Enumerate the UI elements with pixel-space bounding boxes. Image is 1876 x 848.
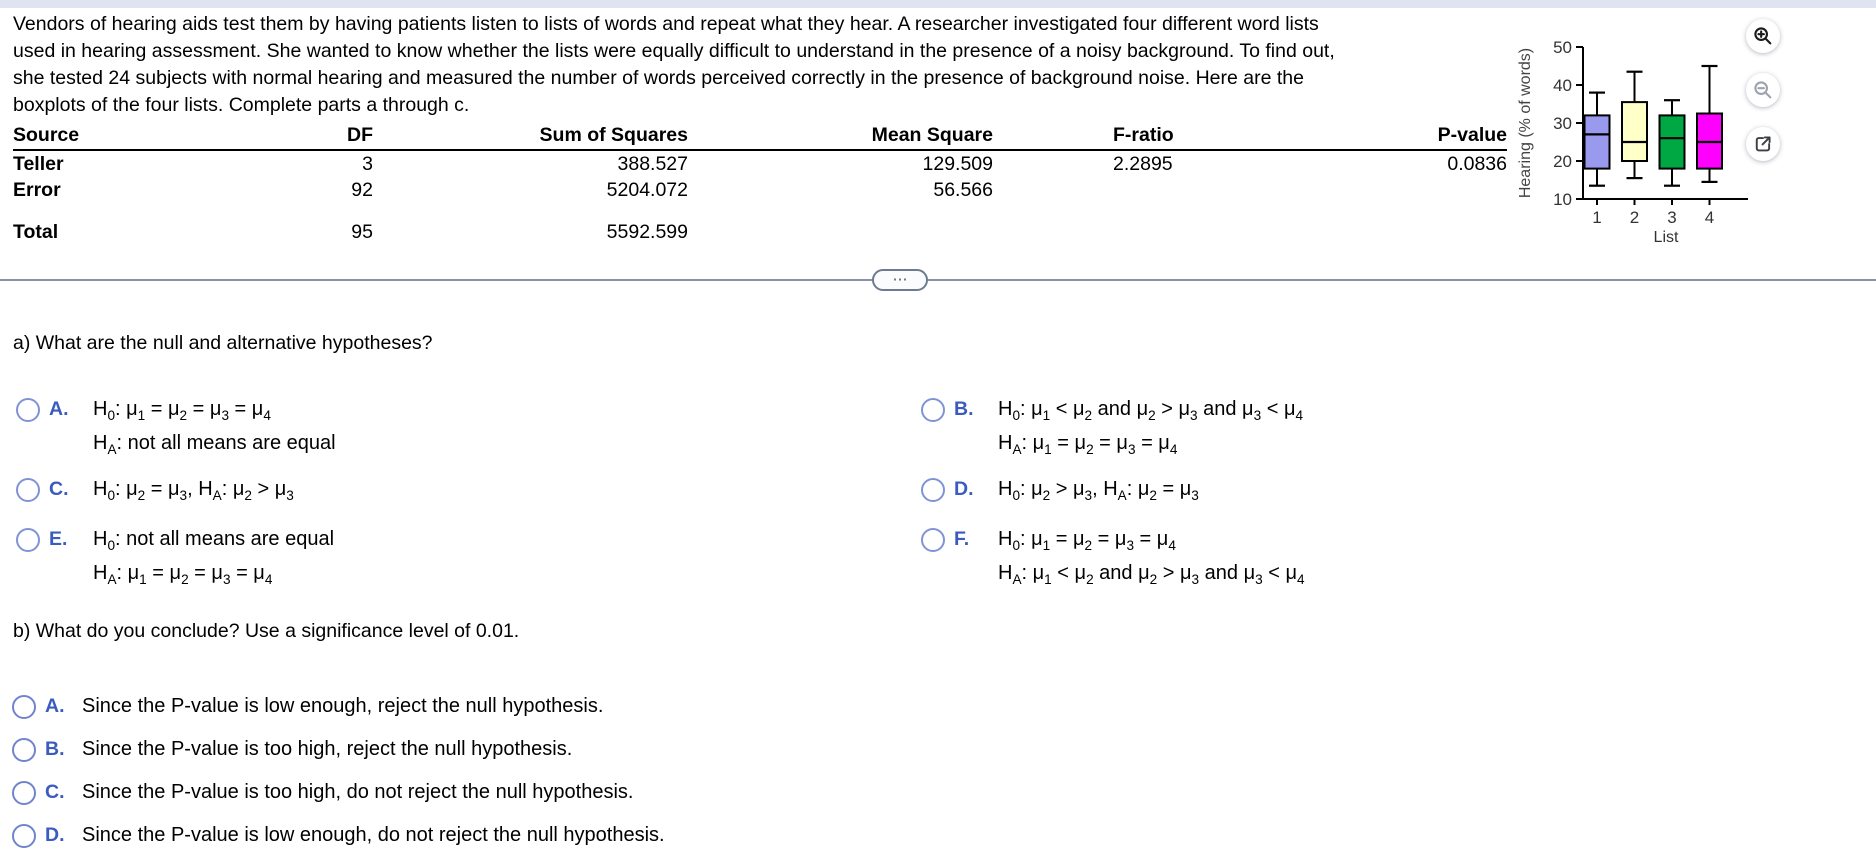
section-divider [0, 279, 1876, 281]
conclusion-row-a [12, 693, 603, 727]
svg-text:2: 2 [1629, 208, 1640, 227]
radio-b-b[interactable] [12, 738, 36, 762]
zoom-in-icon [1752, 25, 1774, 47]
radio-c[interactable] [16, 478, 40, 502]
option-letter: A. [49, 398, 69, 420]
option-text: $H_0$: $\mu_1 = \mu_2 = \mu_3 = \mu_4$ [998, 528, 1176, 553]
radio-b-a[interactable] [12, 695, 36, 719]
boxplot-chart [1500, 20, 1780, 265]
option-text: $H_A$: not all means are equal [93, 432, 336, 457]
svg-text:4: 4 [1704, 208, 1715, 227]
zoom-out-button[interactable] [1746, 73, 1780, 107]
df-value: 95 [351, 220, 373, 243]
svg-text:20: 20 [1553, 152, 1572, 171]
option-text: $H_0$: $\mu_2 = \mu_3$, $H_A$: $\mu_2 > \mu_3$ [93, 478, 294, 503]
svg-text:Hearing (% of words): Hearing (% of words) [1517, 47, 1534, 199]
p-value: 0.0836 [1447, 152, 1507, 175]
option-text: $H_A$: $\mu_1 < \mu_2$ and $\mu_2 > \mu_3$ and $\mu_3 < \mu_4$ [998, 562, 1305, 587]
zoom-in-button[interactable] [1746, 19, 1780, 53]
top-strip [0, 0, 1876, 8]
df-value: 92 [351, 178, 373, 201]
col-header-p: P-value [1437, 123, 1507, 146]
option-letter: F. [954, 528, 970, 550]
problem-line: used in hearing assessment. She wanted to know whether the lists were equally difficult to understand in the presence of a noisy background. To find out, [13, 40, 1335, 62]
option-text: $H_0$: not all means are equal [93, 528, 335, 553]
question-b-prompt: b) What do you conclude? Use a significance level of 0.01. [13, 620, 520, 642]
anova-header-row [13, 121, 1507, 151]
radio-d[interactable] [921, 478, 945, 502]
option-letter: D. [45, 824, 65, 846]
problem-line: Vendors of hearing aids test them by having patients listen to lists of words and repeat what they hear. A researcher investigated four different word lists [13, 13, 1319, 35]
question-a-prompt: a) What are the null and alternative hypotheses? [13, 332, 433, 354]
conclusion-row-c [12, 779, 633, 813]
option-letter: C. [49, 478, 69, 500]
f-value: 2.2895 [1113, 152, 1173, 175]
option-text: $H_A$: $\mu_1 = \mu_2 = \mu_3 = \mu_4$ [93, 562, 273, 587]
anova-row-error [13, 177, 1507, 203]
option-text: Since the P-value is low enough, do not reject the null hypothesis. [82, 824, 665, 846]
col-header-ss: Sum of Squares [539, 123, 688, 146]
option-letter: B. [954, 398, 974, 420]
ss-value: 5592.599 [606, 220, 688, 243]
option-row-f [921, 526, 1305, 594]
option-text: Since the P-value is too high, do not reject the null hypothesis. [82, 781, 634, 803]
anova-row-teller [13, 151, 1507, 177]
option-text: $H_0$: $\mu_1 < \mu_2$ and $\mu_2 > \mu_3$ and $\mu_3 < \mu_4$ [998, 398, 1304, 423]
ellipsis-label: ⋯ [892, 271, 908, 288]
anova-table [13, 121, 1507, 245]
open-in-new-button[interactable] [1746, 127, 1780, 161]
svg-text:3: 3 [1667, 208, 1677, 227]
ms-value: 56.566 [933, 178, 993, 201]
radio-a[interactable] [16, 398, 40, 422]
option-text: $H_0$: $\mu_1 = \mu_2 = \mu_3 = \mu_4$ [93, 398, 271, 423]
problem-line: she tested 24 subjects with normal hearing and measured the number of words perceived correctly in the presence of background noise. Here are the [13, 67, 1304, 89]
col-header-df: DF [347, 123, 373, 146]
svg-text:List: List [1653, 229, 1679, 246]
ms-value: 129.509 [922, 152, 993, 175]
svg-text:30: 30 [1553, 114, 1572, 133]
open-in-new-icon [1752, 133, 1774, 155]
problem-statement [13, 11, 1335, 119]
option-letter: D. [954, 478, 974, 500]
conclusion-row-b [12, 736, 572, 770]
ss-value: 5204.072 [606, 178, 688, 201]
option-letter: E. [49, 528, 68, 550]
option-text: $H_0$: $\mu_2 > \mu_3$, $H_A$: $\mu_2 = \mu_3$ [998, 478, 1199, 503]
option-row-b [921, 396, 1303, 464]
option-letter: C. [45, 781, 65, 803]
conclusion-row-d [12, 822, 665, 848]
radio-b-c[interactable] [12, 781, 36, 805]
anova-row-total [13, 219, 1507, 245]
row-label: Error [13, 178, 61, 201]
option-letter: B. [45, 738, 65, 760]
zoom-out-icon [1752, 79, 1774, 101]
df-value: 3 [362, 152, 373, 175]
svg-text:10: 10 [1553, 190, 1572, 209]
option-row-e [16, 526, 334, 594]
radio-b-d[interactable] [12, 824, 36, 848]
expand-divider-button[interactable] [872, 269, 928, 291]
option-row-d [921, 476, 1199, 510]
svg-text:50: 50 [1553, 38, 1572, 57]
ss-value: 388.527 [617, 152, 688, 175]
option-row-a [16, 396, 336, 464]
radio-f[interactable] [921, 528, 945, 552]
option-letter: A. [45, 695, 65, 717]
problem-line: boxplots of the four lists. Complete parts a through c. [13, 94, 470, 116]
col-header-ms: Mean Square [871, 123, 993, 146]
col-header-source: Source [13, 123, 80, 146]
radio-e[interactable] [16, 528, 40, 552]
svg-text:1: 1 [1592, 208, 1602, 227]
row-label: Teller [13, 152, 64, 175]
option-row-c [16, 476, 294, 510]
col-header-f: F-ratio [1113, 123, 1174, 146]
radio-b[interactable] [921, 398, 945, 422]
row-label: Total [13, 220, 59, 243]
option-text: $H_A$: $\mu_1 = \mu_2 = \mu_3 = \mu_4$ [998, 432, 1178, 457]
svg-text:40: 40 [1553, 76, 1572, 95]
option-text: Since the P-value is low enough, reject the null hypothesis. [82, 695, 604, 717]
option-text: Since the P-value is too high, reject the null hypothesis. [82, 738, 573, 760]
